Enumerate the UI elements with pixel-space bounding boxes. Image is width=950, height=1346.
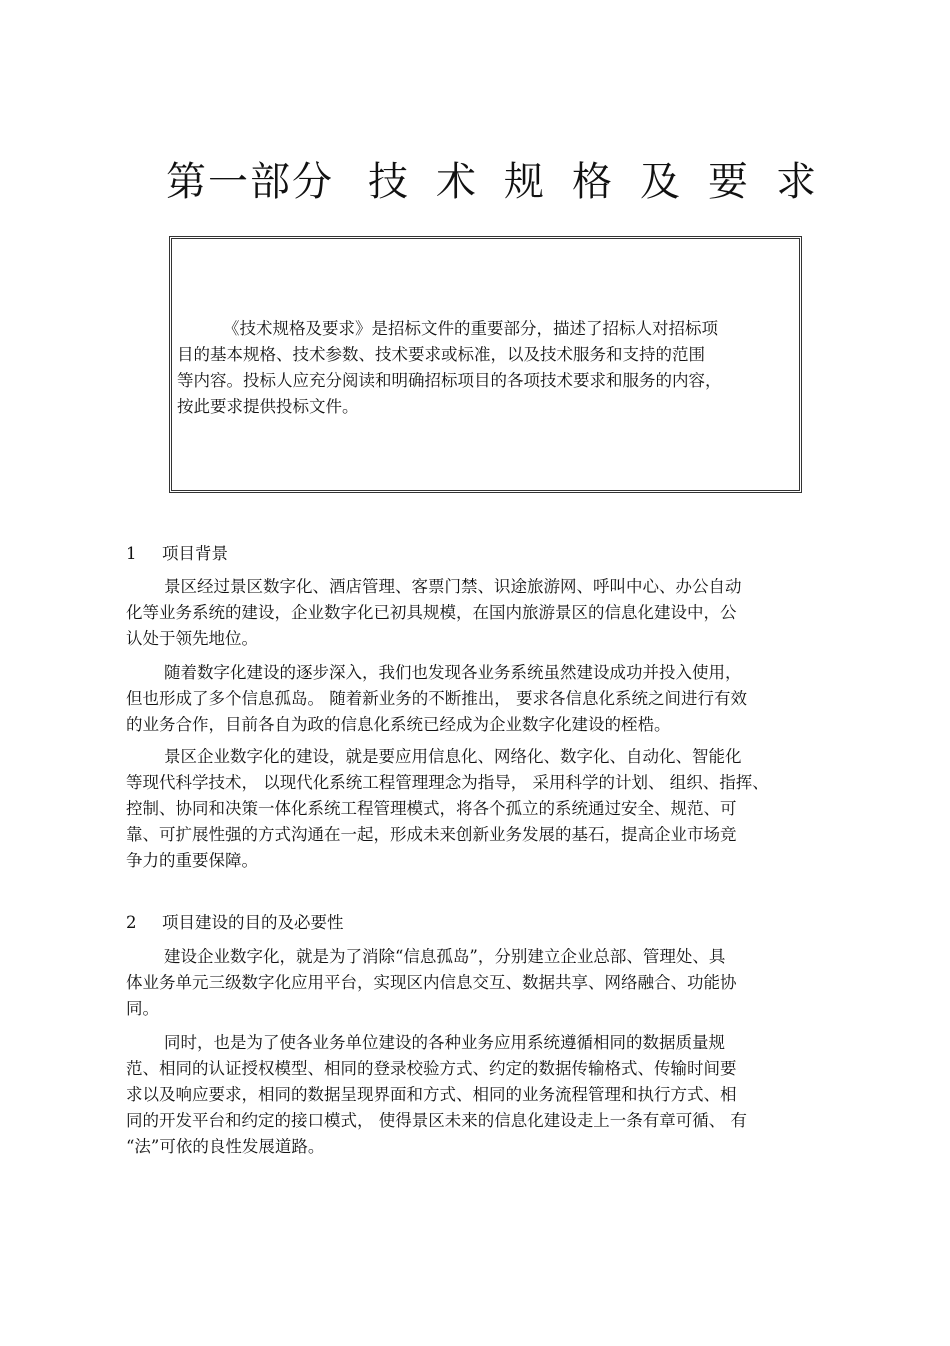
paragraph-line: 随着数字化建设的逐步深入，我们也发现各业务系统虽然建设成功并投入使用， [164, 663, 742, 682]
paragraph-line: 景区经过景区数字化、酒店管理、客票门禁、识途旅游网、呼叫中心、办公自动 [164, 577, 742, 596]
paragraph-line: 同时，也是为了使各业务单位建设的各种业务应用系统遵循相同的数据质量规 [164, 1033, 725, 1052]
paragraph-line: 同。 [126, 999, 159, 1018]
paragraph-line: 求以及响应要求，相同的数据呈现界面和方式、相同的业务流程管理和执行方式、相 [126, 1085, 737, 1104]
section-title: 项目建设的目的及必要性 [162, 913, 344, 932]
paragraph-line: 等现代科学技术， 以现代化系统工程管理理念为指导， 采用科学的计划、 组织、指挥、 [126, 773, 769, 792]
intro-line: 《技术规格及要求》是招标文件的重要部分，描述了招标人对招标项 [223, 319, 718, 338]
section-title: 项目背景 [162, 544, 228, 563]
intro-box-text [177, 316, 757, 420]
paragraph-line: 范、相同的认证授权模型、相同的登录校验方式、约定的数据传输格式、传输时间要 [126, 1059, 737, 1078]
paragraph-line: 但也形成了多个信息孤岛。 随着新业务的不断推出， 要求各信息化系统之间进行有效 [126, 689, 747, 708]
paragraph-line: 体业务单元三级数字化应用平台，实现区内信息交互、数据共享、网络融合、功能协 [126, 973, 737, 992]
intro-line: 等内容。投标人应充分阅读和明确招标项目的各项技术要求和服务的内容， [177, 371, 722, 390]
title-part: 第一部分 [166, 159, 334, 205]
section-number: 1 [126, 544, 137, 563]
paragraph-line: 景区企业数字化的建设，就是要应用信息化、网络化、数字化、自动化、智能化 [164, 747, 742, 766]
paragraph-line: 建设企业数字化，就是为了消除“信息孤岛”，分别建立企业总部、管理处、具 [164, 947, 726, 966]
paragraph-line: “法”可依的良性发展道路。 [126, 1137, 325, 1156]
paragraph-line: 的业务合作，目前各自为政的信息化系统已经成为企业数字化建设的桎梏。 [126, 715, 671, 734]
intro-line: 按此要求提供投标文件。 [177, 397, 359, 416]
paragraph-line: 控制、协同和决策一体化系统工程管理模式，将各个孤立的系统通过安全、规范、可 [126, 799, 737, 818]
intro-line: 目的基本规格、技术参数、技术要求或标准，以及技术服务和支持的范围 [177, 345, 705, 364]
paragraph-line: 化等业务系统的建设，企业数字化已初具规模，在国内旅游景区的信息化建设中，公 [126, 603, 737, 622]
paragraph-line: 争力的重要保障。 [126, 851, 258, 870]
title-name: 技术规格及要求 [368, 159, 844, 205]
paragraph-line: 认处于领先地位。 [126, 629, 258, 648]
section-heading [126, 909, 344, 933]
section-number: 2 [126, 913, 137, 932]
paragraph-line: 靠、可扩展性强的方式沟通在一起，形成未来创新业务发展的基石，提高企业市场竞 [126, 825, 737, 844]
paragraph-line: 同的开发平台和约定的接口模式， 使得景区未来的信息化建设走上一条有章可循、 有 [126, 1111, 747, 1130]
section-heading [126, 540, 228, 564]
